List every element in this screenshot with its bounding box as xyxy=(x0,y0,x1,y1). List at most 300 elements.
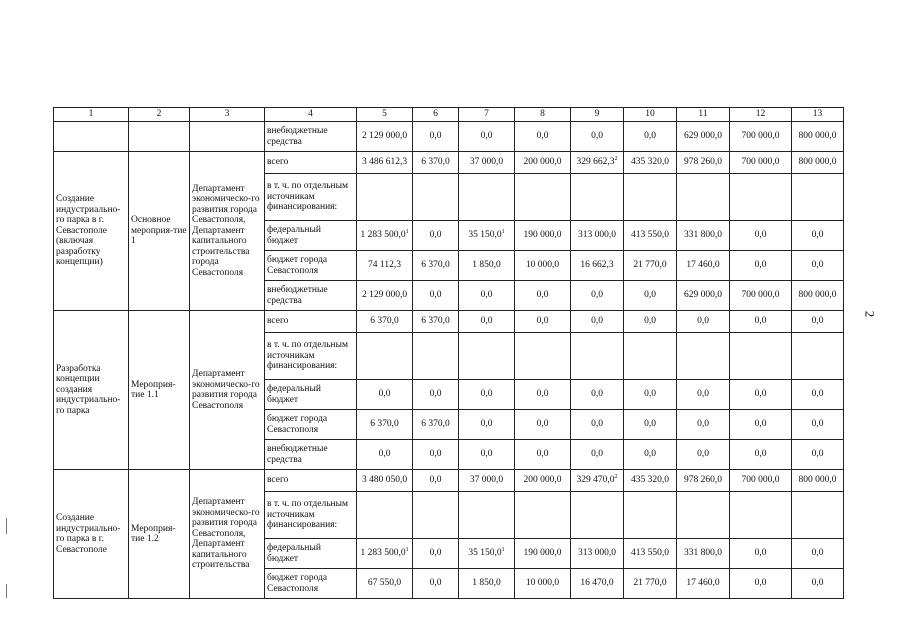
value-cell-text: 313 000,0 xyxy=(578,230,616,241)
source-cell-text: бюджет города Севастополя xyxy=(267,414,328,435)
value-cell-text: 21 770,0 xyxy=(633,260,667,271)
column-number xyxy=(730,108,792,122)
value-cell xyxy=(624,281,677,311)
column-number xyxy=(571,108,624,122)
source-cell-text: федеральный бюджет xyxy=(267,543,321,564)
value-cell xyxy=(571,311,624,333)
value-cell xyxy=(413,152,459,174)
value-cell-text: 0,0 xyxy=(429,290,442,301)
value-cell-text: 0,0 xyxy=(536,131,549,142)
value-cell-text: 0,0 xyxy=(754,230,767,241)
value-cell-text: 3 480 050,0 xyxy=(361,475,408,486)
value-cell-text: 37 000,0 xyxy=(469,475,504,486)
value-cell-text: 313 000,0 xyxy=(578,548,616,559)
column-number xyxy=(515,108,571,122)
footnote-mark: 1 xyxy=(501,547,505,554)
source-cell-text: в т. ч. по отдельным источникам финансирования: xyxy=(267,499,349,531)
value-cell-text: 978 260,0 xyxy=(684,157,722,168)
event-cell-text: Основное мероприя-тие 1 xyxy=(131,215,187,247)
value-cell-text: 0,0 xyxy=(811,449,824,460)
value-cell-text: 0,0 xyxy=(644,131,656,142)
column-number-text: 7 xyxy=(484,109,489,120)
value-cell xyxy=(357,470,413,492)
source-cell xyxy=(265,569,357,599)
value-cell xyxy=(677,333,730,380)
value-cell xyxy=(459,174,515,221)
value-cell-text: 700 000,0 xyxy=(741,475,780,486)
value-cell xyxy=(571,380,624,410)
value-cell xyxy=(357,152,413,174)
value-cell xyxy=(571,440,624,470)
value-cell-text: 331 800,0 xyxy=(684,230,722,241)
event-cell xyxy=(129,152,190,311)
value-cell-text: 0,0 xyxy=(754,419,767,430)
value-cell-text: 435 320,0 xyxy=(631,475,669,486)
value-cell xyxy=(571,569,624,599)
source-cell xyxy=(265,281,357,311)
value-cell-text: 329 662,3 xyxy=(576,157,615,168)
value-cell xyxy=(792,221,844,251)
value-cell-text: 700 000,0 xyxy=(741,290,780,301)
value-cell-text: 10 000,0 xyxy=(525,578,560,589)
value-cell-text: 74 112,3 xyxy=(368,260,401,271)
value-cell-text: 0,0 xyxy=(591,389,603,400)
value-cell xyxy=(571,492,624,539)
value-cell-text: 0,0 xyxy=(429,230,442,241)
source-cell xyxy=(265,539,357,569)
value-cell xyxy=(357,569,413,599)
value-cell xyxy=(459,311,515,333)
value-cell-text: 0,0 xyxy=(644,449,656,460)
activity-name-cell-text: Создание индустриально-го парка в г. Севастополе xyxy=(56,513,121,555)
value-cell xyxy=(677,281,730,311)
value-cell-text: 0,0 xyxy=(754,548,767,559)
value-cell xyxy=(357,122,413,152)
footnote-mark: 1 xyxy=(405,547,409,554)
value-cell xyxy=(571,251,624,281)
value-cell xyxy=(792,333,844,380)
executor-cell xyxy=(190,152,265,311)
footnote-mark: 1 xyxy=(405,229,409,236)
value-cell xyxy=(413,492,459,539)
value-cell xyxy=(571,281,624,311)
value-cell xyxy=(792,311,844,333)
value-cell xyxy=(677,174,730,221)
value-cell xyxy=(792,440,844,470)
source-cell-text: федеральный бюджет xyxy=(267,384,321,405)
value-cell xyxy=(730,281,792,311)
column-number-text: 2 xyxy=(156,109,162,120)
value-cell xyxy=(730,380,792,410)
value-cell-text: 0,0 xyxy=(378,449,391,460)
column-number xyxy=(129,108,190,122)
footnote-mark: 1 xyxy=(501,229,505,236)
value-cell xyxy=(357,380,413,410)
value-cell-text: 413 550,0 xyxy=(631,230,669,241)
value-cell xyxy=(357,281,413,311)
value-cell xyxy=(624,380,677,410)
activity-name-cell xyxy=(54,311,129,470)
value-cell-text: 6 370,0 xyxy=(421,419,450,430)
value-cell xyxy=(792,410,844,440)
value-cell xyxy=(571,174,624,221)
value-cell-text: 200 000,0 xyxy=(523,157,562,168)
column-number-text: 3 xyxy=(224,109,230,120)
executor-cell-text: Департамент экономическо-го развития города Севастополя, Департамент капитального строительства города Севастополя xyxy=(192,183,260,278)
value-cell xyxy=(515,281,571,311)
footnote-mark: 2 xyxy=(614,474,618,481)
footnote-mark: 2 xyxy=(614,156,618,163)
value-cell xyxy=(730,492,792,539)
value-cell xyxy=(792,569,844,599)
column-number xyxy=(459,108,515,122)
value-cell-text: 0,0 xyxy=(429,475,442,486)
value-cell-text: 0,0 xyxy=(536,316,549,327)
value-cell xyxy=(792,174,844,221)
value-cell-text: 629 000,0 xyxy=(684,131,722,142)
value-cell-text: 190 000,0 xyxy=(523,230,562,241)
column-number xyxy=(792,108,844,122)
value-cell xyxy=(792,470,844,492)
value-cell-text: 0,0 xyxy=(644,419,656,430)
source-cell xyxy=(265,380,357,410)
value-cell xyxy=(571,152,624,174)
value-cell-text: 800 000,0 xyxy=(798,475,837,486)
value-cell xyxy=(624,311,677,333)
value-cell xyxy=(357,221,413,251)
page-number: 2 xyxy=(862,310,878,318)
value-cell xyxy=(624,492,677,539)
value-cell xyxy=(571,539,624,569)
activity-name-cell-text: Создание индустриально-го парка в г. Севастополе (включая разработку концепции) xyxy=(56,194,121,268)
value-cell-text: 2 129 000,0 xyxy=(361,290,408,301)
value-cell-text: 6 370,0 xyxy=(370,316,399,327)
value-cell xyxy=(459,492,515,539)
source-cell xyxy=(265,410,357,440)
value-cell xyxy=(677,470,730,492)
value-cell xyxy=(515,539,571,569)
value-cell-text: 0,0 xyxy=(480,316,493,327)
value-cell xyxy=(624,539,677,569)
activity-name-cell-text: Разработка концепции создания индустриально-го парка xyxy=(56,363,121,416)
activity-name-cell xyxy=(54,152,129,311)
value-cell-text: 0,0 xyxy=(480,389,493,400)
value-cell-text: 0,0 xyxy=(536,419,549,430)
value-cell-text: 0,0 xyxy=(697,449,709,460)
value-cell xyxy=(459,281,515,311)
value-cell xyxy=(515,380,571,410)
column-number xyxy=(265,108,357,122)
value-cell xyxy=(677,221,730,251)
executor-cell xyxy=(190,470,265,599)
value-cell xyxy=(677,569,730,599)
value-cell xyxy=(459,539,515,569)
header-row xyxy=(54,108,844,122)
value-cell xyxy=(792,492,844,539)
source-cell xyxy=(265,122,357,152)
value-cell xyxy=(357,174,413,221)
value-cell-text: 0,0 xyxy=(644,290,656,301)
value-cell xyxy=(624,333,677,380)
value-cell-text: 0,0 xyxy=(811,230,824,241)
source-cell xyxy=(265,333,357,380)
value-cell xyxy=(413,569,459,599)
value-cell xyxy=(459,122,515,152)
source-cell xyxy=(265,470,357,492)
value-cell-text: 0,0 xyxy=(480,449,493,460)
value-cell xyxy=(792,380,844,410)
source-cell xyxy=(265,440,357,470)
value-cell-text: 0,0 xyxy=(754,316,767,327)
event-cell-text: Мероприя-тие 1.2 xyxy=(131,523,176,544)
value-cell-text: 190 000,0 xyxy=(523,548,562,559)
value-cell-text: 3 486 612,3 xyxy=(361,157,408,168)
source-cell-text: в т. ч. по отдельным источникам финансирования: xyxy=(267,340,349,372)
value-cell-text: 0,0 xyxy=(811,389,824,400)
scan-mark xyxy=(6,584,7,598)
value-cell-text: 6 370,0 xyxy=(421,157,450,168)
value-cell xyxy=(413,281,459,311)
column-number xyxy=(190,108,265,122)
value-cell xyxy=(571,410,624,440)
value-cell xyxy=(357,251,413,281)
value-cell-text: 329 470,0 xyxy=(576,475,615,486)
source-cell xyxy=(265,221,357,251)
value-cell-text: 0,0 xyxy=(429,389,442,400)
value-cell xyxy=(515,152,571,174)
value-cell xyxy=(413,410,459,440)
source-cell xyxy=(265,174,357,221)
value-cell-text: 35 150,0 xyxy=(468,548,502,559)
value-cell xyxy=(515,221,571,251)
value-cell-text: 1 283 500,0 xyxy=(360,230,406,241)
column-number-text: 10 xyxy=(645,109,655,120)
value-cell-text: 0,0 xyxy=(536,290,549,301)
value-cell xyxy=(730,569,792,599)
value-cell-text: 0,0 xyxy=(811,419,824,430)
value-cell xyxy=(515,440,571,470)
value-cell xyxy=(677,410,730,440)
value-cell xyxy=(730,470,792,492)
value-cell xyxy=(792,281,844,311)
value-cell-text: 1 850,0 xyxy=(472,578,501,589)
value-cell xyxy=(624,440,677,470)
column-number-text: 9 xyxy=(594,109,600,120)
column-number-text: 8 xyxy=(540,109,545,120)
column-number-text: 13 xyxy=(812,109,823,120)
value-cell xyxy=(459,221,515,251)
value-cell xyxy=(413,333,459,380)
value-cell xyxy=(357,440,413,470)
value-cell-text: 0,0 xyxy=(697,316,709,327)
value-cell xyxy=(624,122,677,152)
value-cell-text: 0,0 xyxy=(811,260,824,271)
value-cell xyxy=(515,311,571,333)
source-cell xyxy=(265,251,357,281)
column-number-text: 12 xyxy=(755,109,766,120)
value-cell xyxy=(515,333,571,380)
value-cell-text: 0,0 xyxy=(480,131,493,142)
value-cell xyxy=(730,333,792,380)
value-cell-text: 17 460,0 xyxy=(686,260,720,271)
value-cell xyxy=(357,539,413,569)
value-cell-text: 17 460,0 xyxy=(686,578,720,589)
value-cell xyxy=(413,122,459,152)
value-cell xyxy=(792,152,844,174)
value-cell xyxy=(792,251,844,281)
value-cell xyxy=(624,152,677,174)
column-number xyxy=(413,108,459,122)
table-row xyxy=(54,122,844,152)
value-cell xyxy=(792,539,844,569)
value-cell xyxy=(677,380,730,410)
empty-cell xyxy=(190,122,265,152)
column-number-text: 5 xyxy=(382,109,387,120)
event-cell xyxy=(129,470,190,599)
value-cell-text: 16 470,0 xyxy=(580,578,614,589)
source-cell-text: бюджет города Севастополя xyxy=(267,573,328,594)
source-cell-text: внебюджетные средства xyxy=(267,126,328,147)
value-cell-text: 6 370,0 xyxy=(421,316,450,327)
column-number-text: 4 xyxy=(308,109,313,120)
value-cell xyxy=(677,122,730,152)
column-number xyxy=(54,108,129,122)
value-cell-text: 0,0 xyxy=(591,131,603,142)
value-cell-text: 0,0 xyxy=(754,389,767,400)
value-cell-text: 0,0 xyxy=(591,290,603,301)
value-cell xyxy=(413,311,459,333)
table-row xyxy=(54,311,844,333)
value-cell xyxy=(413,539,459,569)
value-cell xyxy=(357,333,413,380)
value-cell-text: 978 260,0 xyxy=(684,475,722,486)
value-cell-text: 413 550,0 xyxy=(631,548,669,559)
value-cell xyxy=(730,221,792,251)
value-cell-text: 0,0 xyxy=(536,389,549,400)
value-cell-text: 0,0 xyxy=(429,131,442,142)
event-cell xyxy=(129,311,190,470)
value-cell-text: 0,0 xyxy=(754,578,767,589)
value-cell-text: 700 000,0 xyxy=(741,131,780,142)
value-cell xyxy=(730,152,792,174)
value-cell xyxy=(459,380,515,410)
value-cell xyxy=(571,333,624,380)
value-cell-text: 0,0 xyxy=(429,548,442,559)
value-cell xyxy=(730,410,792,440)
value-cell-text: 800 000,0 xyxy=(798,157,837,168)
value-cell xyxy=(624,569,677,599)
source-cell-text: всего xyxy=(267,316,289,327)
value-cell-text: 0,0 xyxy=(378,389,391,400)
value-cell xyxy=(459,410,515,440)
value-cell xyxy=(515,122,571,152)
empty-cell xyxy=(129,122,190,152)
source-cell xyxy=(265,152,357,174)
source-cell-text: внебюджетные средства xyxy=(267,444,328,465)
value-cell-text: 35 150,0 xyxy=(468,230,502,241)
column-number-text: 6 xyxy=(433,109,438,120)
empty-cell xyxy=(54,122,129,152)
financing-table xyxy=(53,107,844,599)
value-cell xyxy=(413,470,459,492)
value-cell xyxy=(459,440,515,470)
value-cell xyxy=(459,470,515,492)
value-cell xyxy=(677,440,730,470)
value-cell xyxy=(413,380,459,410)
value-cell xyxy=(677,152,730,174)
source-cell-text: в т. ч. по отдельным источникам финансирования: xyxy=(267,181,349,213)
value-cell-text: 331 800,0 xyxy=(684,548,722,559)
value-cell xyxy=(459,333,515,380)
value-cell xyxy=(730,311,792,333)
value-cell xyxy=(459,569,515,599)
source-cell-text: бюджет города Севастополя xyxy=(267,255,328,276)
value-cell-text: 800 000,0 xyxy=(798,290,837,301)
table-row xyxy=(54,152,844,174)
value-cell xyxy=(624,410,677,440)
value-cell xyxy=(624,174,677,221)
value-cell xyxy=(515,174,571,221)
value-cell-text: 6 370,0 xyxy=(370,419,399,430)
executor-cell-text: Департамент экономическо-го развития города Севастополя xyxy=(192,369,260,411)
value-cell-text: 16 662,3 xyxy=(580,260,614,271)
source-cell xyxy=(265,311,357,333)
value-cell xyxy=(624,251,677,281)
value-cell-text: 0,0 xyxy=(644,316,656,327)
value-cell-text: 0,0 xyxy=(754,260,767,271)
value-cell xyxy=(459,251,515,281)
value-cell-text: 0,0 xyxy=(429,578,442,589)
value-cell xyxy=(571,221,624,251)
value-cell xyxy=(413,440,459,470)
value-cell-text: 0,0 xyxy=(429,449,442,460)
value-cell xyxy=(677,492,730,539)
source-cell-text: всего xyxy=(267,475,289,486)
scan-mark xyxy=(6,518,7,534)
value-cell xyxy=(357,492,413,539)
value-cell-text: 0,0 xyxy=(697,419,709,430)
value-cell-text: 700 000,0 xyxy=(741,157,780,168)
value-cell xyxy=(730,539,792,569)
source-cell-text: федеральный бюджет xyxy=(267,225,321,246)
column-number-text: 11 xyxy=(698,109,708,120)
source-cell xyxy=(265,492,357,539)
value-cell-text: 0,0 xyxy=(536,449,549,460)
value-cell xyxy=(413,174,459,221)
value-cell-text: 67 550,0 xyxy=(367,578,402,589)
column-number xyxy=(677,108,730,122)
source-cell-text: всего xyxy=(267,157,289,168)
event-cell-text: Мероприя-тие 1.1 xyxy=(131,379,176,400)
column-number xyxy=(357,108,413,122)
value-cell xyxy=(357,410,413,440)
value-cell xyxy=(730,251,792,281)
value-cell xyxy=(515,470,571,492)
value-cell xyxy=(515,492,571,539)
value-cell-text: 6 370,0 xyxy=(421,260,450,271)
value-cell xyxy=(730,122,792,152)
value-cell xyxy=(677,251,730,281)
executor-cell-text: Департамент экономическо-го развития города Севастополя, Департамент капитального строительства xyxy=(192,497,260,571)
value-cell xyxy=(792,122,844,152)
value-cell xyxy=(459,152,515,174)
value-cell xyxy=(677,539,730,569)
value-cell-text: 10 000,0 xyxy=(525,260,560,271)
value-cell xyxy=(515,569,571,599)
value-cell-text: 21 770,0 xyxy=(633,578,667,589)
value-cell xyxy=(413,221,459,251)
value-cell-text: 0,0 xyxy=(480,290,493,301)
